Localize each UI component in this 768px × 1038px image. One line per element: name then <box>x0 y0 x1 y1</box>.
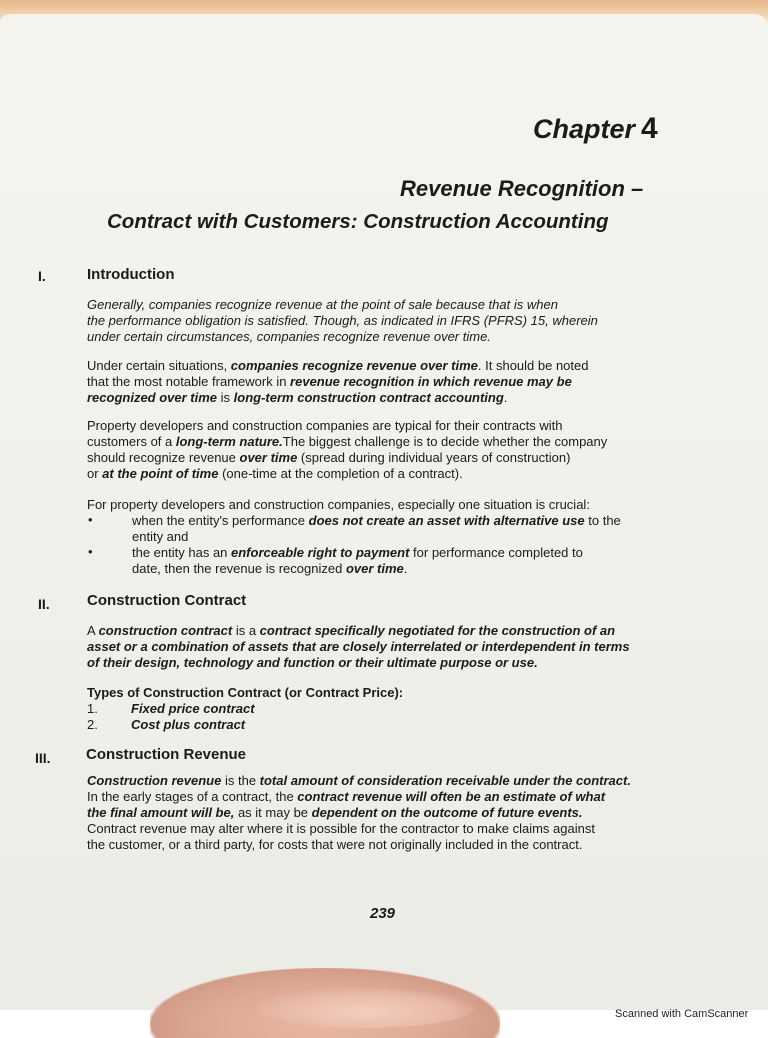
section-title-introduction: Introduction <box>87 266 175 283</box>
section-numeral-1: I. <box>38 268 46 284</box>
text-line: Generally, companies recognize revenue at the point of sale because that is when <box>87 297 558 312</box>
intro-paragraph-4 <box>87 497 707 513</box>
section-title-construction-revenue: Construction Revenue <box>86 746 247 763</box>
text-line: or at the point of time (one-time at the completion of a contract). <box>87 466 463 481</box>
type-item: 2. Cost plus contract <box>87 717 246 732</box>
bullet-dot: • <box>88 512 93 527</box>
chapter-title-line-1: Revenue Recognition – <box>400 176 644 201</box>
intro-paragraph-1 <box>87 297 707 345</box>
text-line: Contract revenue may alter where it is possible for the contractor to make claims against <box>87 821 595 836</box>
chapter-title-line-2: Contract with Customers: Construction Accounting <box>107 210 609 233</box>
intro-paragraph-3 <box>87 418 707 482</box>
section-numeral-3: III. <box>35 750 51 766</box>
bullet-item-2 <box>132 545 717 577</box>
text-line: recognized over time is long-term construction contract accounting. <box>87 390 508 405</box>
text-line: Construction revenue is the total amount of consideration receivable under the contract. <box>87 773 631 788</box>
text-line: when the entity's performance does not create an asset with alternative use to the <box>132 513 621 528</box>
text-line: A construction contract is a contract specifically negotiated for the construction of an <box>87 623 616 638</box>
intro-paragraph-2 <box>87 358 707 406</box>
text-line: the final amount will be, as it may be dependent on the outcome of future events. <box>87 805 583 820</box>
text-line: under certain circumstances, companies recognize revenue over time. <box>87 329 491 344</box>
text-line: Under certain situations, companies recognize revenue over time. It should be noted <box>87 358 589 373</box>
scanner-watermark: Scanned with CamScanner <box>615 1008 749 1020</box>
bullet-item-1 <box>132 513 717 545</box>
finger-highlight <box>255 988 475 1028</box>
section-numeral-2: II. <box>38 596 50 612</box>
page-number: 239 <box>370 905 396 922</box>
types-heading: Types of Construction Contract (or Contract Price): <box>87 685 404 700</box>
text-line: Property developers and construction companies are typical for their contracts with <box>87 418 563 433</box>
contract-types <box>87 685 707 733</box>
bullet-dot: • <box>88 544 93 559</box>
revenue-paragraph <box>87 773 737 853</box>
text-line: of their design, technology and function or their ultimate purpose or use. <box>87 655 538 670</box>
text-line: that the most notable framework in revenue recognition in which revenue may be <box>87 374 572 389</box>
text-line: asset or a combination of assets that are closely interrelated or interdependent in terms <box>87 639 630 654</box>
text-line: In the early stages of a contract, the contract revenue will often be an estimate of what <box>87 789 606 804</box>
chapter-word: Chapter <box>533 114 636 144</box>
text-line: entity and <box>132 529 189 544</box>
chapter-heading <box>533 112 658 146</box>
contract-paragraph <box>87 623 707 671</box>
section-title-construction-contract: Construction Contract <box>87 592 247 609</box>
text-line: the entity has an enforceable right to payment for performance completed to <box>132 545 583 560</box>
chapter-number: 4 <box>641 112 658 145</box>
text-line: the performance obligation is satisfied. Though, as indicated in IFRS (PFRS) 15, wherein <box>87 313 598 328</box>
type-item: 1. Fixed price contract <box>87 701 255 716</box>
text-line: customers of a long-term nature.The biggest challenge is to decide whether the company <box>87 434 608 449</box>
text-line: should recognize revenue over time (spread during individual years of construction) <box>87 450 571 465</box>
text-line: the customer, or a third party, for costs that were not originally included in the contract. <box>87 837 583 852</box>
text-line: date, then the revenue is recognized over time. <box>132 561 408 576</box>
text-line: For property developers and construction companies, especially one situation is crucial: <box>87 497 590 512</box>
